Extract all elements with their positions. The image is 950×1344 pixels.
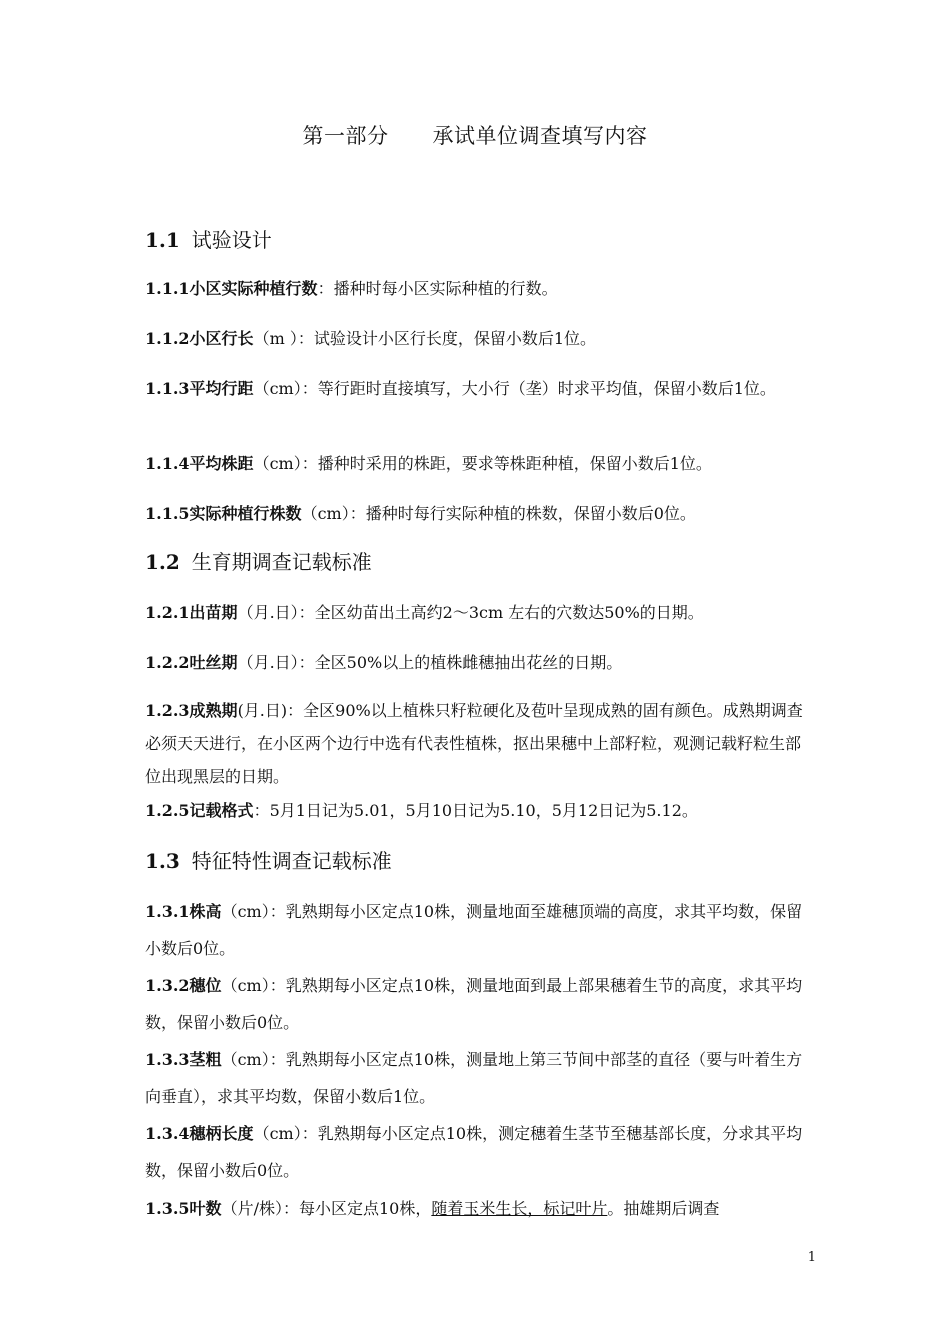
page-title	[0, 120, 950, 150]
item-1-3-1	[145, 893, 810, 967]
item-key: 1.3.2穗位	[145, 976, 222, 995]
item-desc: ：全区90%以上植株只籽粒硬化及苞叶呈现成熟的固有颜色。成熟期调查必须天天进行，在小区两个边行中选有代表性植株，抠出果穗中上部籽粒，观测记载籽粒生部位出现黑层的日期。	[145, 701, 803, 786]
item-1-1-4	[145, 445, 810, 482]
section-number: 1.2	[145, 550, 180, 574]
item-desc: ：播种时每行实际种植的株数，保留小数后0位。	[349, 504, 696, 523]
underlined-text: 随着玉米生长，标记叶片	[431, 1199, 608, 1218]
item-key: 1.1.2小区行长	[145, 329, 254, 348]
item-1-1-3	[145, 370, 810, 407]
item-1-3-3	[145, 1041, 810, 1115]
item-1-3-2	[145, 967, 810, 1041]
item-unit: （cm）	[253, 1124, 302, 1143]
item-unit: （片/株）	[221, 1199, 283, 1218]
item-unit: （cm）	[253, 379, 302, 398]
item-key: 1.2.1出苗期	[145, 603, 238, 622]
item-desc: ：乳熟期每小区定点10株，测量地上第三节间中部茎的直径（要与叶着生方向垂直），求其平均数，保留小数后1位。	[145, 1050, 803, 1106]
item-unit: (月.日)	[237, 701, 288, 720]
item-key: 1.2.2吐丝期	[145, 653, 238, 672]
page-title-part: 第一部分	[302, 124, 389, 148]
section-title: 试验设计	[191, 228, 272, 252]
item-1-3-5	[145, 1190, 810, 1227]
item-desc: ：5月1日记为5.01，5月10日记为5.10，5月12日记为5.12。	[253, 801, 698, 820]
section-heading-1-2	[145, 546, 372, 575]
item-key: 1.3.1株高	[145, 902, 222, 921]
item-1-2-5	[145, 792, 810, 829]
item-key: 1.1.4平均株距	[145, 454, 254, 473]
item-unit: （cm）	[221, 902, 270, 921]
item-desc: ：乳熟期每小区定点10株，测定穗着生茎节至穗基部长度，分求其平均数，保留小数后0位。	[145, 1124, 803, 1180]
item-key: 1.1.5实际种植行株数	[145, 504, 302, 523]
item-desc-continued: 。抽雄期后调查	[607, 1199, 720, 1218]
item-1-2-3	[145, 694, 810, 793]
item-key: 1.2.3成熟期	[145, 701, 238, 720]
item-1-3-4	[145, 1115, 810, 1189]
item-1-2-2	[145, 644, 810, 681]
item-desc: ：全区50%以上的植株雌穗抽出花丝的日期。	[298, 653, 623, 672]
item-desc: ：每小区定点10株，	[282, 1199, 432, 1218]
item-desc: ：播种时采用的株距，要求等株距种植，保留小数后1位。	[301, 454, 712, 473]
section-heading-1-3	[145, 845, 392, 874]
item-desc: ：试验设计小区行长度，保留小数后1位。	[297, 329, 597, 348]
item-1-1-1	[145, 270, 810, 307]
item-key: 1.3.4穗柄长度	[145, 1124, 254, 1143]
item-key: 1.2.5记载格式	[145, 801, 254, 820]
item-unit: （月.日）	[237, 653, 299, 672]
item-desc: ：乳熟期每小区定点10株，测量地面至雄穗顶端的高度，求其平均数，保留小数后0位。	[145, 902, 803, 958]
page-number: 1	[807, 1250, 816, 1265]
item-unit: （cm）	[253, 454, 302, 473]
item-1-1-5	[145, 495, 810, 532]
item-key: 1.3.3茎粗	[145, 1050, 222, 1069]
item-unit: （m ）	[253, 329, 298, 348]
item-1-1-2	[145, 320, 810, 357]
item-unit: （cm）	[301, 504, 350, 523]
item-unit: （cm）	[221, 1050, 270, 1069]
section-heading-1-1	[145, 224, 272, 253]
item-desc: ：乳熟期每小区定点10株，测量地面到最上部果穗着生节的高度，求其平均数，保留小数后0位。	[145, 976, 803, 1032]
section-number: 1.3	[145, 849, 180, 873]
item-key: 1.1.3平均行距	[145, 379, 254, 398]
section-title: 生育期调查记载标准	[191, 550, 372, 574]
section-title: 特征特性调查记载标准	[191, 849, 392, 873]
item-unit: （cm）	[221, 976, 270, 995]
section-number: 1.1	[145, 228, 180, 252]
item-desc: ：全区幼苗出土高约2～3cm 左右的穴数达50%的日期。	[298, 603, 704, 622]
item-key: 1.1.1小区实际种植行数	[145, 279, 318, 298]
item-key: 1.3.5叶数	[145, 1199, 222, 1218]
item-desc: ：播种时每小区实际种植的行数。	[317, 279, 558, 298]
page-title-text: 承试单位调查填写内容	[432, 124, 648, 148]
item-unit: （月.日）	[237, 603, 299, 622]
item-1-2-1	[145, 594, 810, 631]
item-desc: ：等行距时直接填写，大小行（垄）时求平均值，保留小数后1位。	[301, 379, 776, 398]
